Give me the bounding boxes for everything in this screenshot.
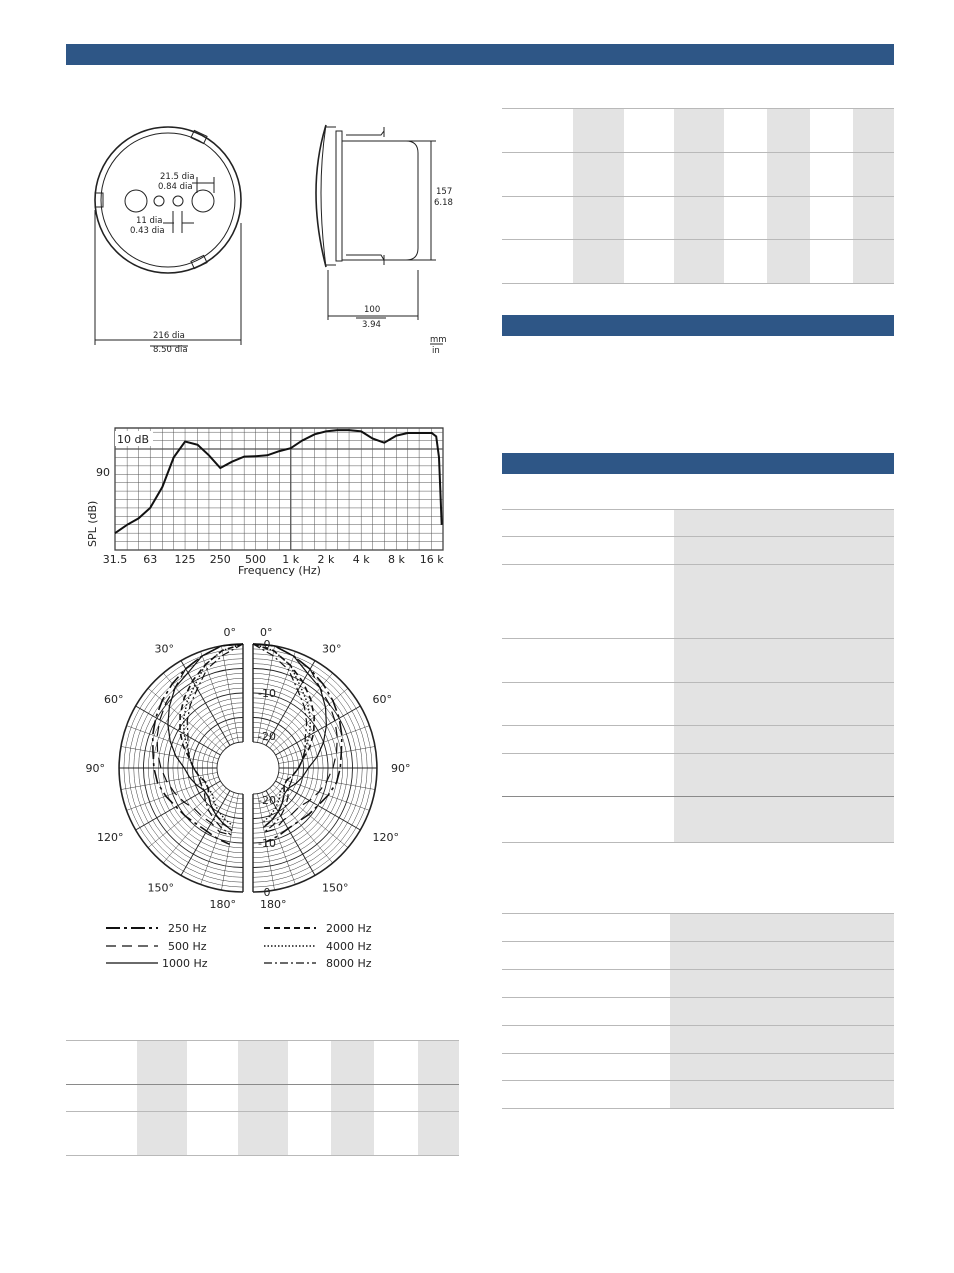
table-rule — [502, 239, 894, 240]
front-view — [95, 127, 241, 346]
polar-spoke — [221, 646, 238, 743]
scale-label-top: -20 — [258, 730, 276, 743]
front-hole-small-in-label: 0.43 dia — [130, 226, 165, 236]
legend-label: 8000 Hz — [326, 957, 372, 970]
table-rule — [502, 536, 894, 537]
table-shaded-column — [418, 1040, 459, 1156]
table-rule — [502, 108, 894, 109]
table-rule — [66, 1111, 459, 1112]
angle-label-left: 30° — [154, 642, 174, 656]
scale-label-bottom: -10 — [258, 837, 276, 850]
angle-label-right: 60° — [372, 693, 393, 706]
spec-table-2 — [502, 913, 894, 1109]
angle-label-top-left: 0° — [223, 626, 236, 639]
table-shaded-column — [331, 1040, 374, 1156]
table-rule — [66, 1040, 459, 1041]
legend-label: 2000 Hz — [326, 922, 372, 935]
legend-item-8000hz — [264, 957, 372, 970]
table-shaded-column — [238, 1040, 288, 1156]
x-tick-label: 63 — [143, 553, 158, 566]
right-top-table — [502, 108, 894, 284]
table-rule — [502, 1025, 894, 1026]
left-bottom-table — [66, 1040, 459, 1156]
table-rule — [502, 564, 894, 565]
spl-series-line — [115, 430, 442, 533]
angle-label-right: 90° — [391, 762, 410, 775]
table-rule — [502, 152, 894, 153]
table-rule — [502, 725, 894, 726]
height-in: 6.18 — [434, 198, 453, 208]
legend-item-2000hz — [264, 922, 372, 935]
angle-label-right: 150° — [322, 881, 349, 895]
table-rule — [66, 1084, 459, 1085]
scale-label: 10 dB — [117, 433, 150, 446]
legend-item-1000hz — [106, 957, 208, 970]
angle-label-top-right: 0° — [260, 626, 273, 639]
legend-item-4000hz — [264, 940, 372, 953]
table-rule — [502, 283, 894, 284]
table-rule — [66, 1155, 459, 1156]
angle-label-left: 120° — [96, 831, 124, 844]
overall-diameter-in: 8.50 dia — [153, 345, 188, 355]
scale-label-top: -10 — [258, 687, 276, 700]
polar-grid — [119, 644, 377, 892]
x-tick-label: 4 k — [352, 553, 370, 566]
x-tick-label: 125 — [174, 553, 196, 566]
scale-label-bottom: -20 — [258, 794, 276, 807]
top-header-bar — [66, 44, 894, 65]
section-header-bar — [502, 315, 894, 336]
height-mm: 157 — [436, 187, 453, 197]
polar-curves — [153, 644, 342, 844]
polar-notch — [244, 761, 253, 775]
angle-label-right: 30° — [322, 642, 342, 656]
unit-in: in — [432, 346, 440, 356]
table-rule — [502, 682, 894, 683]
chart-frame — [115, 428, 443, 550]
table-rule — [502, 1053, 894, 1054]
table-rule — [502, 638, 894, 639]
y-axis-label: SPL (dB) — [86, 500, 99, 547]
x-tick-label: 16 k — [419, 553, 444, 566]
x-tick-label: 8 k — [387, 553, 405, 566]
polar-spoke — [121, 773, 218, 790]
legend-item-250hz — [106, 922, 207, 935]
x-tick-label: 250 — [209, 553, 231, 566]
angle-label-right: 120° — [372, 831, 400, 844]
angle-label-left: 60° — [103, 693, 124, 706]
table-shaded-column — [137, 1040, 187, 1156]
x-tick-label: 500 — [245, 553, 267, 566]
scale-label-bottom: 0 — [263, 886, 271, 899]
overall-diameter-mm: 216 dia — [153, 331, 185, 341]
table-rule — [502, 753, 894, 754]
angle-label-left: 150° — [147, 881, 174, 895]
depth-mm: 100 — [364, 305, 381, 315]
legend-label: 4000 Hz — [326, 940, 372, 953]
ref-level-label: 90 — [96, 466, 110, 479]
table-rule — [502, 913, 894, 914]
dimension-drawing — [66, 115, 466, 360]
x-tick-label: 1 k — [282, 553, 300, 566]
legend-label: 250 Hz — [168, 922, 207, 935]
table-rule — [502, 969, 894, 970]
table-rule — [502, 1108, 894, 1109]
angle-label-bottom-left: 180° — [209, 898, 236, 911]
chart-grid — [115, 428, 443, 550]
x-axis-label: Frequency (Hz) — [238, 564, 321, 577]
frequency-response-chart — [80, 420, 460, 580]
polar-spoke — [279, 746, 376, 763]
table-rule — [502, 196, 894, 197]
table-rule — [502, 796, 894, 797]
table-rule — [502, 842, 894, 843]
polar-legend — [100, 918, 400, 973]
table-rule — [502, 1080, 894, 1081]
table-value-column — [674, 509, 894, 843]
scale-label-top: 0 — [263, 638, 271, 651]
front-hole-large-label: 21.5 dia — [160, 172, 195, 182]
x-tick-label: 2 k — [317, 553, 335, 566]
polar-plot — [80, 620, 410, 920]
angle-label-bottom-right: 180° — [260, 898, 287, 911]
table-rule — [502, 997, 894, 998]
x-tick-label: 31.5 — [102, 553, 128, 566]
legend-label: 1000 Hz — [162, 957, 208, 970]
section-header-bar — [502, 453, 894, 474]
front-hole-small-label: 11 dia — [136, 216, 163, 226]
front-hole-large-in-label: 0.84 dia — [158, 182, 193, 192]
table-rule — [502, 509, 894, 510]
spec-table-1 — [502, 509, 894, 843]
polar-ring — [253, 742, 279, 794]
angle-label-left: 90° — [85, 762, 105, 775]
legend-label: 500 Hz — [168, 940, 207, 953]
polar-spoke — [121, 746, 218, 763]
unit-mm: mm — [430, 335, 447, 345]
table-rule — [502, 941, 894, 942]
depth-in: 3.94 — [362, 320, 381, 330]
polar-ring — [217, 742, 243, 794]
legend-item-500hz — [106, 940, 207, 953]
